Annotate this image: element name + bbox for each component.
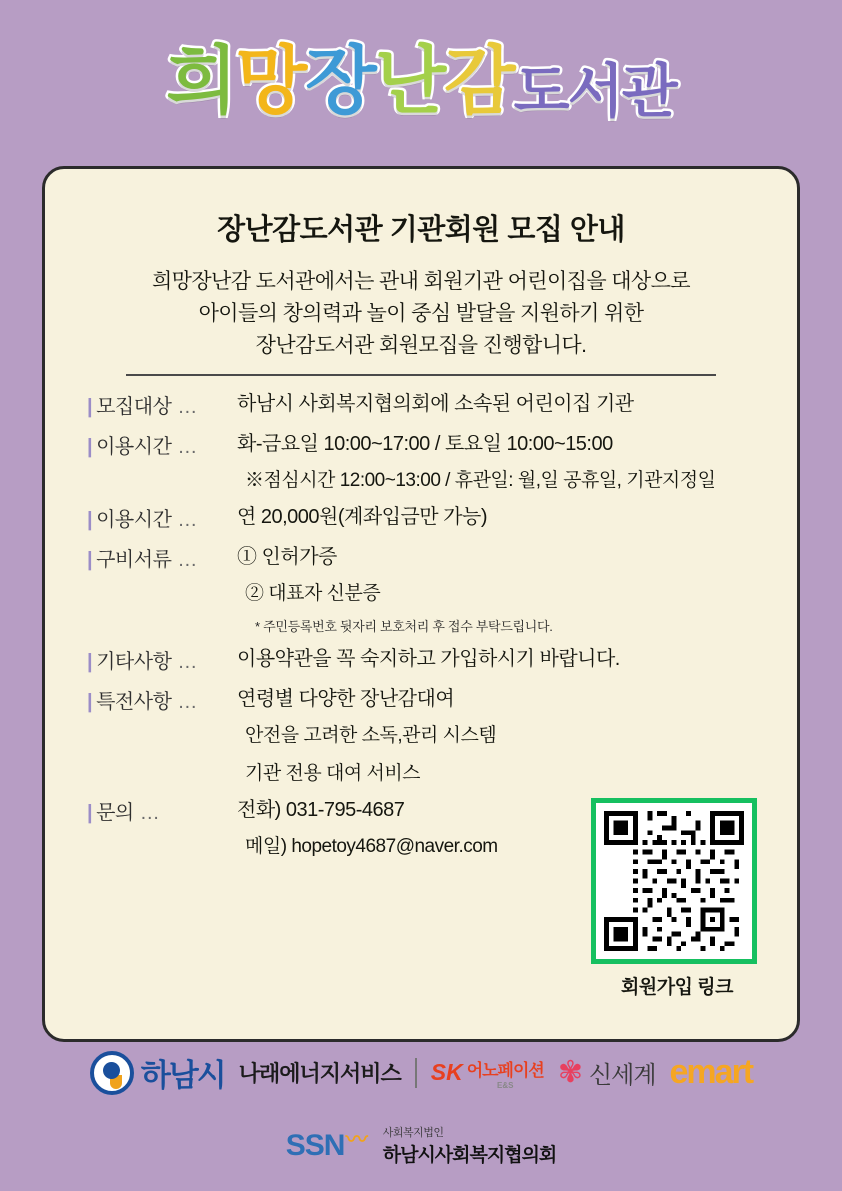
qr-caption: 회원가입 링크 <box>621 977 733 998</box>
row-dots: … <box>177 691 197 713</box>
divider <box>126 374 716 376</box>
page-title: 장난감도서관 기관회원 모집 안내 <box>217 214 625 246</box>
row-value: ① 인허가증 <box>237 546 337 568</box>
qr-code[interactable] <box>591 798 757 964</box>
row-documents <box>87 543 755 572</box>
shinsegae-label: 신세계 <box>588 1062 656 1089</box>
row-open-hours <box>87 430 755 459</box>
row-label <box>87 645 237 674</box>
row-value-phone: 전화) 031-795-4687 <box>237 799 405 821</box>
logo-char-3: 장 <box>305 38 375 124</box>
sponsor-emart: emart <box>669 1053 753 1091</box>
label-bar: | <box>87 549 93 571</box>
sponsor-hanam <box>90 1050 225 1095</box>
intro-paragraph <box>79 266 763 362</box>
logo-char-8: 관 <box>621 57 676 125</box>
row-value: 연령별 다양한 장난감대여 <box>237 688 455 710</box>
ssn-small-label: 사회복지법인 <box>382 1127 444 1139</box>
benefit-item-3: 기관 전용 대여 서비스 <box>245 763 421 784</box>
label-bar: | <box>87 802 93 824</box>
row-label <box>87 390 237 419</box>
sponsor-shinsegae <box>558 1055 656 1090</box>
row-label-text: 문의 <box>96 802 134 824</box>
intro-line-2: 아이들의 창의력과 놀이 중심 발달을 지원하기 위한 <box>198 302 644 325</box>
row-value: 이용약관을 꼭 숙지하고 가입하시기 바랍니다. <box>237 648 620 670</box>
logo-char-5: 감 <box>444 38 514 124</box>
row-label-text: 이용시간 <box>96 509 172 531</box>
row-value: 화-금요일 10:00~17:00 / 토요일 10:00~15:00 <box>237 433 613 455</box>
row-fee <box>87 503 755 532</box>
logo-wordmark <box>166 22 676 128</box>
row-label-text: 기타사항 <box>96 651 172 673</box>
ssn-name-block <box>383 1124 557 1167</box>
label-bar: | <box>87 691 93 713</box>
qr-code-image <box>604 811 744 951</box>
row-label-text: 특전사항 <box>96 691 172 713</box>
header-logo <box>0 0 842 150</box>
row-dots: … <box>177 549 197 571</box>
sk-sub-label <box>467 1056 544 1090</box>
flower-icon: ✾ <box>557 1055 583 1089</box>
row-label <box>87 503 237 532</box>
benefit-item-2: 안전을 고려한 소독,관리 시스템 <box>245 725 497 746</box>
row-recruit-target <box>87 390 755 419</box>
row-dots: … <box>177 396 197 418</box>
ssn-mark <box>285 1126 373 1163</box>
hanam-emblem-icon <box>90 1051 134 1095</box>
row-label-text: 이용시간 <box>96 436 172 458</box>
row-label-text: 구비서류 <box>96 549 172 571</box>
sponsor-divider <box>415 1058 417 1088</box>
sk-sub-small: E&S <box>497 1080 514 1090</box>
row-value: 연 20,000원(계좌입금만 가능) <box>237 506 487 528</box>
ssn-mark-text: SSN <box>285 1128 345 1162</box>
sponsor-narae: 나래에너지서비스 <box>238 1061 401 1086</box>
logo-char-2: 망 <box>235 38 306 124</box>
row-label <box>87 430 237 459</box>
detail-rows <box>79 390 763 858</box>
row-dots: … <box>177 509 197 531</box>
row-label <box>87 796 237 825</box>
logo-char-7: 서 <box>567 57 622 125</box>
sponsor-logos <box>0 1050 842 1095</box>
label-bar: | <box>87 651 93 673</box>
swoosh-icon: 〰 <box>345 1126 367 1152</box>
row-benefits <box>87 685 755 714</box>
row-dots: … <box>177 651 197 673</box>
logo-char-1: 희 <box>166 38 236 124</box>
documents-item-2: ② 대표자 신분증 <box>245 583 381 604</box>
row-other <box>87 645 755 674</box>
sponsor-sk <box>431 1056 544 1090</box>
row-dots: … <box>177 436 197 458</box>
logo-char-6: 도 <box>513 57 568 125</box>
row-label <box>87 543 237 572</box>
intro-line-3: 장난감도서관 회원모집을 진행합니다. <box>255 334 587 357</box>
qr-section[interactable] <box>591 798 763 999</box>
row-dots: … <box>139 802 160 824</box>
label-bar: | <box>87 396 93 418</box>
footer-ssn <box>0 1124 842 1167</box>
row-value-email: 메일) hopetoy4687@naver.com <box>245 836 498 857</box>
hanam-label: 하남시 <box>140 1058 225 1093</box>
row-value: 하남시 사회복지협의회에 소속된 어린이집 기관 <box>237 393 634 415</box>
row-label-text: 모집대상 <box>96 396 172 418</box>
logo-char-4: 난 <box>374 38 445 124</box>
sk-sub-text: 어노페이션 <box>466 1060 544 1080</box>
ssn-name-label: 하남시사회복지협의회 <box>382 1145 557 1166</box>
label-bar: | <box>87 509 93 531</box>
intro-line-1: 희망장난감 도서관에서는 관내 회원기관 어린이집을 대상으로 <box>151 270 690 293</box>
sk-label: SK <box>430 1059 463 1085</box>
open-hours-note: ※점심시간 12:00~13:00 / 휴관일: 월,일 공휴일, 기관지정일 <box>245 470 716 491</box>
documents-privacy-note: * 주민등록번호 뒷자리 보호처리 후 접수 부탁드립니다. <box>255 619 553 634</box>
label-bar: | <box>87 436 93 458</box>
row-label <box>87 685 237 714</box>
info-card <box>42 166 800 1042</box>
